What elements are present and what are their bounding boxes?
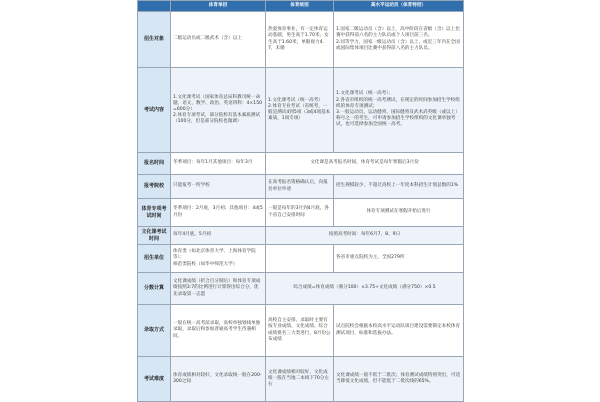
cell-single: 冬季项目：每年1月其他项目：每年3月 xyxy=(171,153,266,175)
cell-single: 只能报考一所学校 xyxy=(171,175,266,199)
row-sport-exam-time xyxy=(138,199,464,227)
cell-single: 二级运动员或二级武术（含）以上 xyxy=(171,12,266,68)
cell-merged: 文化课是高考报名时间，体育考试是每年寒假后3月份 xyxy=(266,153,464,175)
row-score-calculation xyxy=(138,273,464,305)
row-label: 文化课考试时间 xyxy=(138,227,171,245)
row-label: 考试难度 xyxy=(138,357,171,402)
cell-unified: 热爱体育事业，有一定体育运动基础，男生高于1.70米，女生高于1.60米，单眼视力4.7，未婚 xyxy=(266,12,334,68)
cell-unified: 高校自主安排，录取时主要有按专业成绩、文化成绩、综合成绩排名三大类进行，8月份公布成绩 xyxy=(266,305,334,357)
row-label: 体育专项考试时间 xyxy=(138,199,171,227)
cell-elite: 1.国家二级运动员（含）以上，高中阶段在省级（含）以上比赛中获得前六名的主力队员或个人项目前三名。 2.同等学力，国家一级运动员（含）以上，或近三年内在全国或国际集体项目比赛中获得前八名的主力队员。 xyxy=(334,12,464,68)
cell-elite: 1.文化课考试（统一高考）； 2.各省市组织的统一高考测试，在规定的时间参加招生学校组织的体育专项测试； 3.一般运动员、运动健将、国际健将及武术武英级（或以上）称号之一的考生，可申请参加招生学校组织的文化课单独考试，也可选择参加全国统一高考。 xyxy=(334,68,464,153)
cell-single: 每年4月底，5月初 xyxy=(171,227,266,245)
cell-unified xyxy=(266,245,334,273)
row-label: 考试内容 xyxy=(138,68,171,153)
header-unified-recruit: 体育统招 xyxy=(266,1,334,12)
row-label: 招生单位 xyxy=(138,245,171,273)
cell-elite: 各省市重点院校为主，全国279所 xyxy=(334,245,464,273)
cell-elite: 文化课成绩一般不低于二批次；体育测试成绩特别突出，可适当降低文化成绩，但不能低于二批次线的65%。 xyxy=(334,357,464,402)
row-school-application xyxy=(138,175,464,199)
cell-unified: 文化课成绩相对较好，文化成绩一般在当地二本线下70分左右 xyxy=(266,357,334,402)
header-row xyxy=(138,1,464,12)
row-recruiting-schools xyxy=(138,245,464,273)
row-exam-content xyxy=(138,68,464,153)
cell-unified: 一般是每年的3月到4月底，各个省自己安排时间 xyxy=(266,199,334,227)
row-label: 分数计算 xyxy=(138,273,171,305)
row-academic-exam-time xyxy=(138,227,464,245)
row-label: 报名时间 xyxy=(138,153,171,175)
cell-single: 文化课成绩（折合百分制后）和体育专项成绩按照3:7的比例进行计算得出综合分，优先录取第一志愿 xyxy=(171,273,266,305)
row-recruit-target xyxy=(138,12,464,68)
cell-single: 体育类（如北京体育大学、上海体育学院等）； 师范类院校（如华中师范大学） xyxy=(171,245,266,273)
row-label: 录取方式 xyxy=(138,305,171,357)
cell-single: 冬季项目：2月底，3月初；其他项目：4或5月份 xyxy=(171,199,266,227)
row-label: 报考院校 xyxy=(138,175,171,199)
cell-unified: 1.文化课考试（统一高考） 2.体育专业考试（省统考，一般是测试4到5项（3或4项基本素质，1项专项） xyxy=(266,68,334,153)
cell-elite: 体育专项测试在寒假开始后进行 xyxy=(334,199,464,227)
cell-elite: 招生规模较少，不超过高校上一年度本科招生计划总数的1% xyxy=(334,175,464,199)
cell-unified: 在高考报名资格确认后，向报名单位申请 xyxy=(266,175,334,199)
row-label: 招生对象 xyxy=(138,12,171,68)
cell-single: 一般在统一高考前录取，高校单独划线单独录取，录取后和参加普通高考学生待遇相同。 xyxy=(171,305,266,357)
cell-merged: 综合成绩=体育成绩（满分100）×3.75+文化成绩（满分750）×0.5 xyxy=(266,273,464,305)
cell-single: 1.文化课考试（国家体育总局科教司统一命题，语文、数学、政治、英语四科：4×150=600分） 2.体育专项考试，部分院校有基本素质测试（100分，但是部分院校也微调） xyxy=(171,68,266,153)
row-registration-time xyxy=(138,153,464,175)
row-admission-method xyxy=(138,305,464,357)
header-blank xyxy=(138,1,171,12)
header-elite-athlete: 高水平运动员（体育特招） xyxy=(334,1,464,12)
cell-merged: 按照高考时间：每年6月7、8、9日 xyxy=(266,227,464,245)
cell-single: 体育成绩相对较好，文化录取线一般在200-300之间 xyxy=(171,357,266,402)
exam-comparison-table xyxy=(137,0,464,402)
cell-elite: 试点院校会根据本校高水平运动队项目建设需要制定本校体育测试项目，标准和选拔办法。 xyxy=(334,305,464,357)
row-exam-difficulty xyxy=(138,357,464,402)
header-single-recruit: 体育单招 xyxy=(171,1,266,12)
